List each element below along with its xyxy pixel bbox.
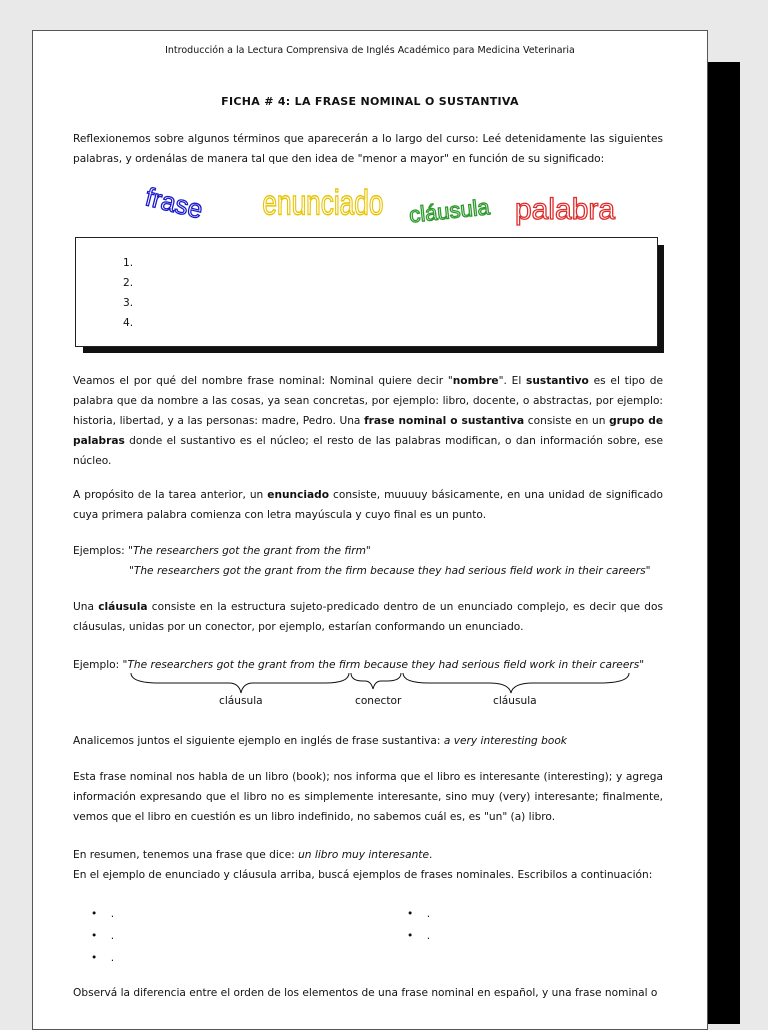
answer-box bbox=[75, 237, 658, 347]
list-item: 1. bbox=[123, 257, 134, 269]
list-item: • . bbox=[407, 930, 431, 942]
paragraph-explicacion: Esta frase nominal nos habla de un libro (book); nos informa que el libro es interesante (interesting); y agrega información expresando que el libro no es simplemente interesante, sino muy (very) interesante; finalmente, vemos que el libro en cuestión es un libro indefinido, no sabemos cuál es, es "un" (a) libro. bbox=[73, 771, 663, 823]
paragraph-nominal: Veamos el por qué del nombre frase nominal: Nominal quiere decir "nombre". El sustantivo es el tipo de palabra que da nombre a las cosas, ya sean concretas, por ejemplo: libro, docente, o abstractas, por ejemplo: historia, libertad, y a las personas: madre, Pedro. Una frase nominal o sustantiva consiste en un grupo de palabras donde el sustantivo es el núcleo; el resto de las palabras modifican, o dan información sobre, ese núcleo. bbox=[73, 375, 663, 467]
paragraph-enunciado: A propósito de la tarea anterior, un enunciado consiste, muuuuy básicamente, en una unidad de significado cuya primera palabra comienza con letra mayúscula y cuyo final es un punto. bbox=[73, 489, 663, 521]
wordart-enunciado: enunciado bbox=[262, 182, 384, 223]
label-clausula-2: cláusula bbox=[493, 695, 537, 707]
document-page bbox=[32, 30, 708, 1030]
wordart-clausula: cláusula bbox=[407, 194, 491, 228]
paragraph-clausula: Una cláusula consiste en la estructura sujeto-predicado dentro de un enunciado complejo, es decir que dos cláusulas, unidas por un conector, por ejemplo, estarían conformando un enunciado. bbox=[73, 601, 663, 633]
numbered-list bbox=[123, 253, 133, 333]
paragraph-resumen: En resumen, tenemos una frase que dice: un libro muy interesante. En el ejemplo de enunciado y cláusula arriba, buscá ejemplos de frases nominales. Escribilos a continuación: bbox=[73, 849, 653, 881]
paragraph-analicemos: Analicemos juntos el siguiente ejemplo en inglés de frase sustantiva: a very interesting book bbox=[73, 735, 567, 747]
paragraph-observa: Observá la diferencia entre el orden de los elementos de una frase nominal en español, y una frase nominal o bbox=[73, 987, 658, 999]
intro-paragraph: Reflexionemos sobre algunos términos que aparecerán a lo largo del curso: Leé detenidamente las siguientes palabras, y ordenálas de manera tal que den idea de "menor a mayor" en función de su significado: bbox=[73, 133, 663, 165]
page-shadow bbox=[708, 62, 740, 1024]
wordart-palabra: palabra bbox=[515, 193, 616, 226]
examples-block bbox=[73, 541, 663, 581]
list-item: • . bbox=[407, 908, 431, 920]
list-item: 3. bbox=[123, 297, 134, 309]
brace-clausula-2 bbox=[403, 673, 629, 693]
wordart-row bbox=[123, 177, 643, 233]
bullet-list-right bbox=[407, 903, 430, 947]
bullet-list-left bbox=[91, 903, 114, 969]
list-item: • . bbox=[91, 908, 115, 920]
list-item: • . bbox=[91, 952, 115, 964]
wordart-frase: frase bbox=[142, 181, 206, 225]
list-item: 4. bbox=[123, 317, 134, 329]
example2-line: Ejemplo: "The researchers got the grant from the firm because they had serious field work in their careers" bbox=[73, 659, 645, 671]
brace-clausula-1 bbox=[131, 673, 349, 693]
list-item: 2. bbox=[123, 277, 134, 289]
label-conector: conector bbox=[355, 695, 402, 707]
list-item: • . bbox=[91, 930, 115, 942]
page-title: FICHA # 4: LA FRASE NOMINAL O SUSTANTIVA bbox=[221, 95, 519, 108]
running-header: Introducción a la Lectura Comprensiva de Inglés Académico para Medicina Veterinaria bbox=[165, 45, 575, 56]
example-line-2: "The researchers got the grant from the firm because they had serious field work in their careers" bbox=[129, 565, 651, 577]
label-clausula-1: cláusula bbox=[219, 695, 263, 707]
example-line-1: Ejemplos: "The researchers got the grant from the firm" bbox=[73, 545, 371, 557]
brace-conector bbox=[351, 673, 401, 689]
